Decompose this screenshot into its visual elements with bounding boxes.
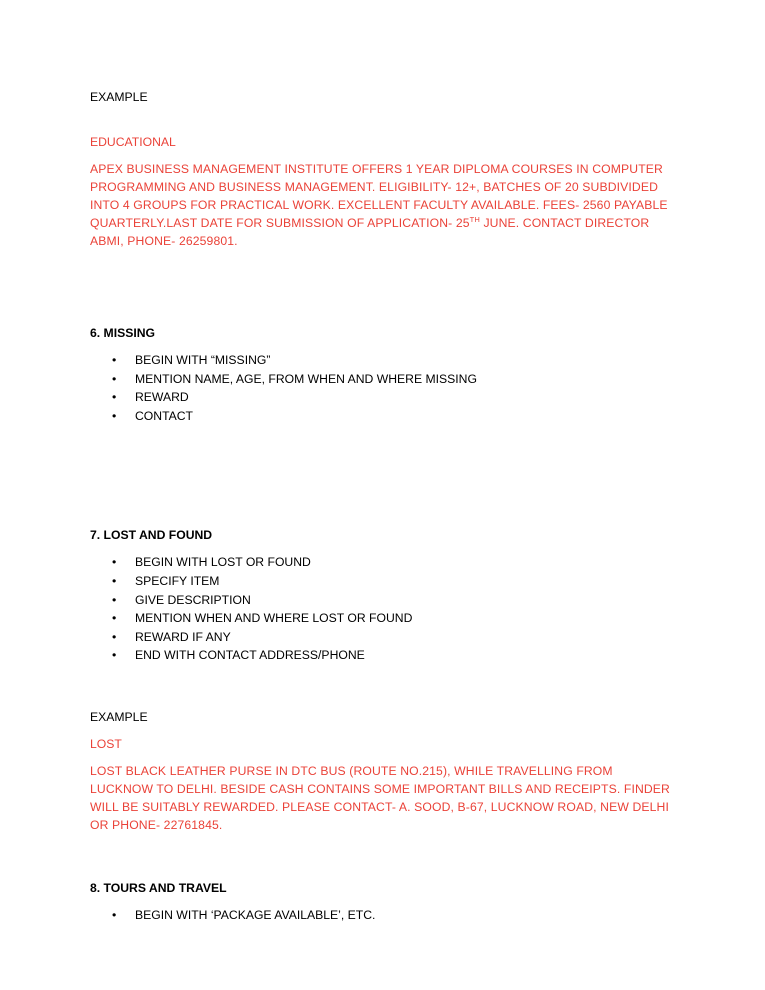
spacer: [90, 342, 675, 351]
spacer: [90, 151, 675, 160]
section-heading-lost-and-found: 7. LOST AND FOUND: [90, 528, 213, 543]
list-item: • CONTACT: [90, 407, 675, 426]
list-item: • SPECIFY ITEM: [90, 572, 675, 591]
spacer: [90, 544, 675, 553]
spacer: [90, 753, 675, 762]
educational-ad-text-part1: APEX BUSINESS MANAGEMENT INSTITUTE OFFERS 1 YEAR DIPLOMA COURSES IN COMPUTER PROGRAMMING AND BUSINESS MANAGEMENT. ELIGIBILITY- 12+, BATCHES OF 20 SUBDIVIDED INTO 4 GROUPS FOR PRACTICAL WORK. EXCELLENT FACULTY AVAILABLE. FEES- 2560 PAYABLE QUARTERLY.LAST DATE FOR SUBMISSION OF APPLICATION- 25: [90, 162, 668, 230]
lost-advertisement-text: LOST BLACK LEATHER PURSE IN DTC BUS (ROUTE NO.215), WHILE TRAVELLING FROM LUCKNOW TO DELHI. BESIDE CASH CONTAINS SOME IMPORTANT BILLS AND RECEIPTS. FINDER WILL BE SUITABLY REWARDED. PLEASE CONTACT- A. SOOD, B-67, LUCKNOW ROAD, NEW DELHI OR PHONE- 22761845.: [90, 763, 670, 832]
section-heading-missing: 6. MISSING: [90, 326, 156, 340]
document-content: [90, 0, 675, 925]
list-item: • GIVE DESCRIPTION: [90, 591, 675, 610]
spacer: [90, 499, 675, 526]
bullet-list-lost-and-found: [90, 553, 675, 665]
list-item: • REWARD IF ANY: [90, 628, 675, 647]
example-label-educational: EXAMPLE: [90, 90, 148, 104]
spacer: [90, 861, 675, 879]
educational-ad-text-part2: JUNE. CONTACT DIRECTOR ABMI, PHONE- 26259801.: [90, 216, 650, 248]
spacer: [90, 897, 675, 906]
bullet-list-missing: [90, 351, 675, 425]
list-item: • BEGIN WITH ‘PACKAGE AVAILABLE’, ETC.: [90, 906, 675, 925]
list-item: • MENTION NAME, AGE, FROM WHEN AND WHERE MISSING: [90, 370, 675, 389]
spacer: [90, 425, 675, 499]
spacer: [90, 665, 675, 708]
spacer: [90, 726, 675, 735]
list-item: • BEGIN WITH “MISSING”: [90, 351, 675, 370]
example-label-lost: EXAMPLE: [90, 709, 148, 724]
spacer: [90, 834, 675, 861]
educational-advertisement-text: [90, 160, 675, 250]
list-item: • END WITH CONTACT ADDRESS/PHONE: [90, 646, 675, 665]
educational-category-heading: EDUCATIONAL: [90, 135, 176, 149]
list-item: • REWARD: [90, 388, 675, 407]
section-heading-tours-and-travel: 8. TOURS AND TRAVEL: [90, 880, 227, 895]
list-item: • BEGIN WITH LOST OR FOUND: [90, 553, 675, 572]
spacer: [90, 106, 675, 133]
list-item: • MENTION WHEN AND WHERE LOST OR FOUND: [90, 609, 675, 628]
bullet-list-tours-and-travel: [90, 906, 675, 925]
ordinal-suffix-superscript: TH: [469, 214, 480, 224]
lost-category-heading: LOST: [90, 736, 122, 751]
spacer: [90, 250, 675, 324]
